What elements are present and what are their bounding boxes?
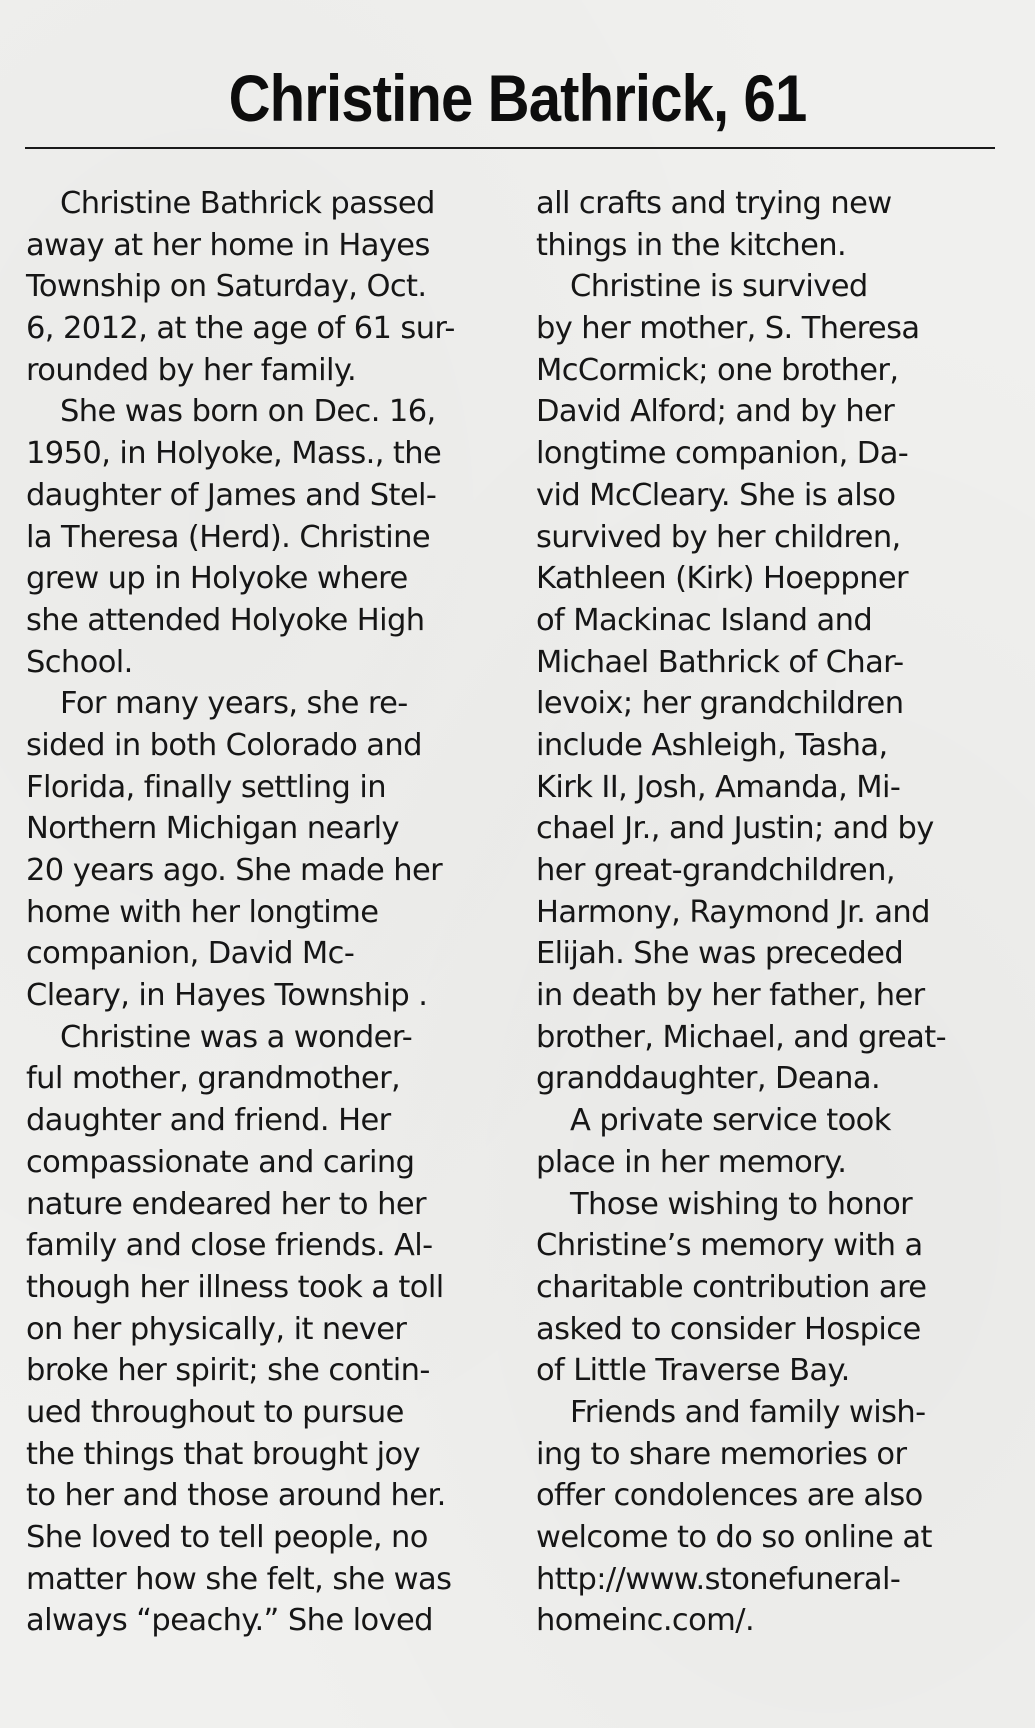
text-line: She was born on Dec. 16, [60, 394, 436, 430]
text-line: Township on Saturday, Oct. [26, 269, 427, 305]
text-line: offer condolences are also [536, 1478, 923, 1514]
text-line: daughter and friend. Her [26, 1103, 391, 1139]
text-line: of Little Traverse Bay. [536, 1353, 850, 1389]
right-text-column [536, 183, 1006, 1642]
text-line: compassionate and caring [26, 1144, 415, 1180]
text-line: she attended Holyoke High [26, 602, 425, 638]
text-line: ing to share memories or [536, 1436, 907, 1472]
text-line: Christine’s memory with a [536, 1228, 923, 1264]
text-line: sided in both Colorado and [26, 727, 422, 763]
text-line: levoix; her grandchildren [536, 686, 904, 722]
text-line: She loved to tell people, no [26, 1520, 428, 1555]
text-line: ued throughout to pursue [26, 1394, 404, 1430]
text-line: away at her home in Hayes [26, 227, 430, 263]
text-line: Christine was a wonder- [60, 1019, 413, 1055]
obituary-headline: Christine Bathrick, 61 [228, 61, 807, 135]
text-line: ful mother, grandmother, [26, 1061, 401, 1097]
text-line: A private service took [570, 1103, 891, 1139]
text-line: though her illness took a toll [26, 1269, 444, 1305]
text-line: things in the kitchen. [536, 227, 847, 263]
text-line: Kathleen (Kirk) Hoeppner [536, 561, 908, 597]
text-line: place in her memory. [536, 1144, 847, 1180]
text-line: Michael Bathrick of Char- [536, 644, 904, 680]
text-line: vid McCleary. She is also [536, 477, 896, 513]
text-line: charitable contribution are [536, 1269, 927, 1305]
text-line: School. [26, 644, 133, 680]
text-line: chael Jr., and Justin; and by [536, 811, 934, 847]
text-line: longtime companion, Da- [536, 436, 909, 472]
text-line: 20 years ago. She made her [26, 853, 443, 888]
text-line: http://www.stonefuneral- [536, 1561, 901, 1597]
text-line: Elijah. She was preceded [536, 936, 904, 972]
text-line: Cleary, in Hayes Township . [26, 978, 428, 1014]
text-line: Those wishing to honor [570, 1186, 913, 1222]
text-line: include Ashleigh, Tasha, [536, 727, 888, 763]
text-line: 6, 2012, at the age of 61 sur- [26, 311, 455, 347]
text-line: companion, David Mc- [26, 936, 355, 972]
text-line: David Alford; and by her [536, 394, 895, 430]
text-line: survived by her children, [536, 519, 901, 555]
headline-rule [25, 147, 995, 149]
text-line: McCormick; one brother, [536, 352, 899, 388]
text-line: family and close friends. Al- [26, 1228, 433, 1264]
text-line: matter how she felt, she was [26, 1561, 452, 1597]
text-line: 1950, in Holyoke, Mass., the [26, 436, 442, 472]
text-line: grew up in Holyoke where [26, 561, 408, 597]
text-line: brother, Michael, and great- [536, 1019, 947, 1055]
text-line: always “peachy.” She loved [26, 1603, 433, 1639]
text-line: For many years, she re- [60, 686, 408, 722]
text-line: all crafts and trying new [536, 186, 892, 221]
text-line: of Mackinac Island and [536, 602, 873, 638]
left-text-column [26, 183, 496, 1642]
text-line: asked to consider Hospice [536, 1311, 921, 1347]
text-line: home with her longtime [26, 894, 379, 930]
text-line: Northern Michigan nearly [26, 811, 399, 847]
text-line: nature endeared her to her [26, 1186, 426, 1222]
text-line: Friends and family wish- [570, 1394, 926, 1430]
text-line: on her physically, it never [26, 1311, 407, 1347]
text-line: granddaughter, Deana. [536, 1061, 881, 1097]
text-line: la Theresa (Herd). Christine [26, 519, 431, 555]
text-line: Harmony, Raymond Jr. and [536, 894, 930, 930]
text-line: to her and those around her. [26, 1478, 446, 1514]
text-line: Christine is survived [570, 269, 868, 305]
text-line: rounded by her family. [26, 352, 357, 388]
text-line: Kirk II, Josh, Amanda, Mi- [536, 769, 901, 805]
text-line: in death by her father, her [536, 978, 925, 1014]
text-line: Christine Bathrick passed [60, 186, 435, 221]
text-line: welcome to do so online at [536, 1520, 932, 1555]
text-line: her great-grandchildren, [536, 853, 895, 888]
text-line: by her mother, S. Theresa [536, 311, 920, 347]
text-line: Florida, finally settling in [26, 769, 386, 805]
text-line: homeinc.com/. [536, 1603, 755, 1639]
text-line: the things that brought joy [26, 1436, 420, 1472]
text-line: daughter of James and Stel- [26, 477, 437, 513]
text-line: broke her spirit; she contin- [26, 1353, 430, 1389]
